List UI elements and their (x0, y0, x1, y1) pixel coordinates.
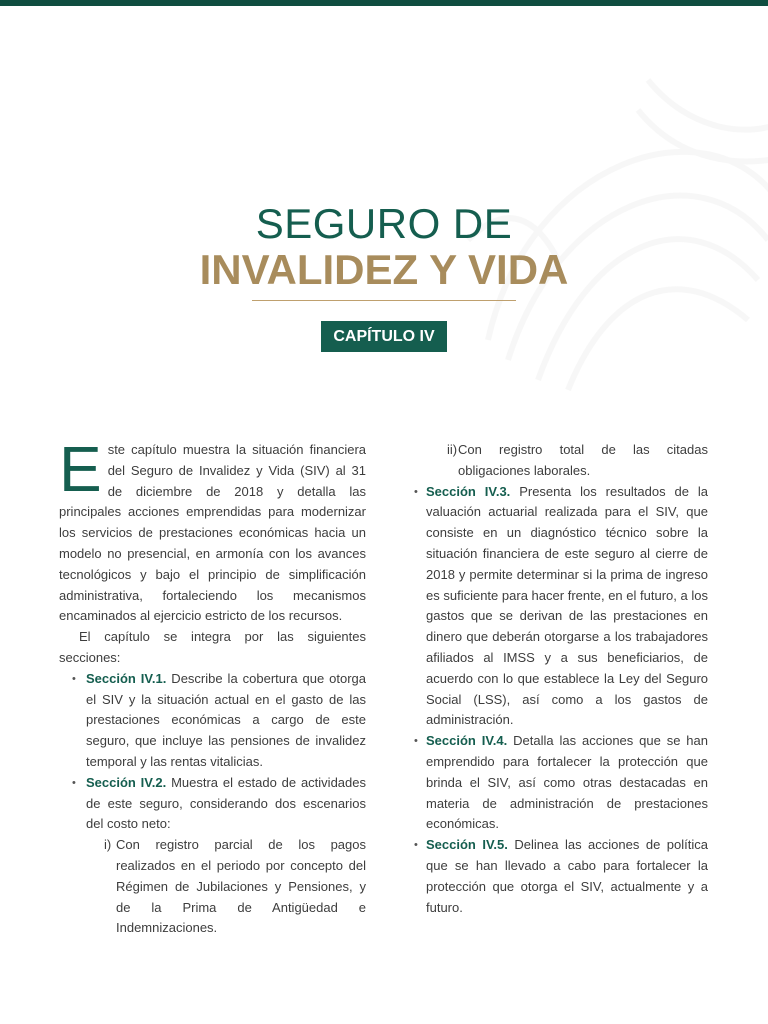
list-item (59, 835, 366, 939)
sublist-left (59, 835, 366, 939)
list-item (410, 440, 708, 482)
sections-intro: El capítulo se integra por las siguientes secciones: (59, 629, 366, 665)
section-text: Delinea las acciones de política que se han llevado a cabo para fortalecer la protección que otorga el SIV, actualmente y a futuro. (426, 837, 708, 915)
section-text: Muestra el estado de actividades de este seguro, considerando dos escenarios del costo neto: (86, 774, 366, 832)
subitem-text: Con registro parcial de los pagos realizados en el periodo por concepto del Régimen de Jubilaciones y Pensiones, y de la Prima de Antigüedad e Indemnizaciones. (116, 837, 366, 936)
section-label: Sección IV.4. (426, 733, 508, 749)
sections-list-right (410, 482, 708, 919)
section-text: Describe la cobertura que otorga el SIV y la situación actual en el gasto de las prestaciones económicas a cargo de este seguro, que incluye las pensiones de invalidez temporal y las rentas vitalicias. (86, 670, 366, 769)
intro-paragraph-text: ste capítulo muestra la situación financiera del Seguro de Invalidez y Vida (SIV) al 31 de diciembre de 2018 y detalla las principales acciones emprendidas para modernizar los servicios de prestaciones económicas hacia un modelo no presencial, en armonía con los avances tecnológicos y bajo el principio de simplificación administrativa, fortaleciendo los mecanismos encaminados al ejercicio estricto de los recursos. (59, 442, 366, 624)
right-column (410, 440, 708, 918)
list-item (410, 731, 708, 835)
subitem-marker: i) (104, 837, 112, 853)
sections-list-left (59, 669, 366, 835)
subitem-text: Con registro total de las citadas obligaciones laborales. (458, 442, 708, 478)
section-text: Detalla las acciones que se han emprendido para fortalecer la protección que brinda el SIV, así como otras destacadas en materia de administración de prestaciones económicas. (426, 733, 708, 832)
title-divider (252, 300, 516, 301)
left-column (59, 433, 366, 939)
list-item (59, 669, 366, 773)
section-label: Sección IV.3. (426, 483, 511, 499)
section-label: Sección IV.1. (86, 670, 167, 686)
chapter-badge: CAPÍTULO IV (321, 321, 447, 352)
list-item (410, 482, 708, 732)
title-line-2: INVALIDEZ Y VIDA (199, 246, 569, 293)
intro-paragraph (59, 433, 366, 627)
title-line-1: SEGURO DE (255, 200, 513, 247)
top-accent-bar (0, 0, 768, 6)
dropcap-letter: E (59, 433, 102, 505)
section-label: Sección IV.5. (426, 837, 508, 853)
section-text: Presenta los resultados de la valuación actuarial realizada para el SIV, que consiste en un diagnóstico técnico sobre la situación financiera de este seguro al cierre de 2018 y permite determinar si la prima de ingreso es suficiente para hacer frente, en el futuro, a los gastos que se derivan de las prestaciones en dinero que deberán otorgarse a los trabajadores afiliados al IMSS y a sus beneficiarios, de acuerdo con lo que establece la Ley del Seguro Social (LSS), así como a los gastos de administración. (426, 483, 708, 728)
section-label: Sección IV.2. (86, 774, 167, 790)
list-item (59, 773, 366, 835)
list-item (410, 835, 708, 918)
chapter-title (0, 198, 768, 294)
subitem-marker: ii) (447, 442, 458, 457)
